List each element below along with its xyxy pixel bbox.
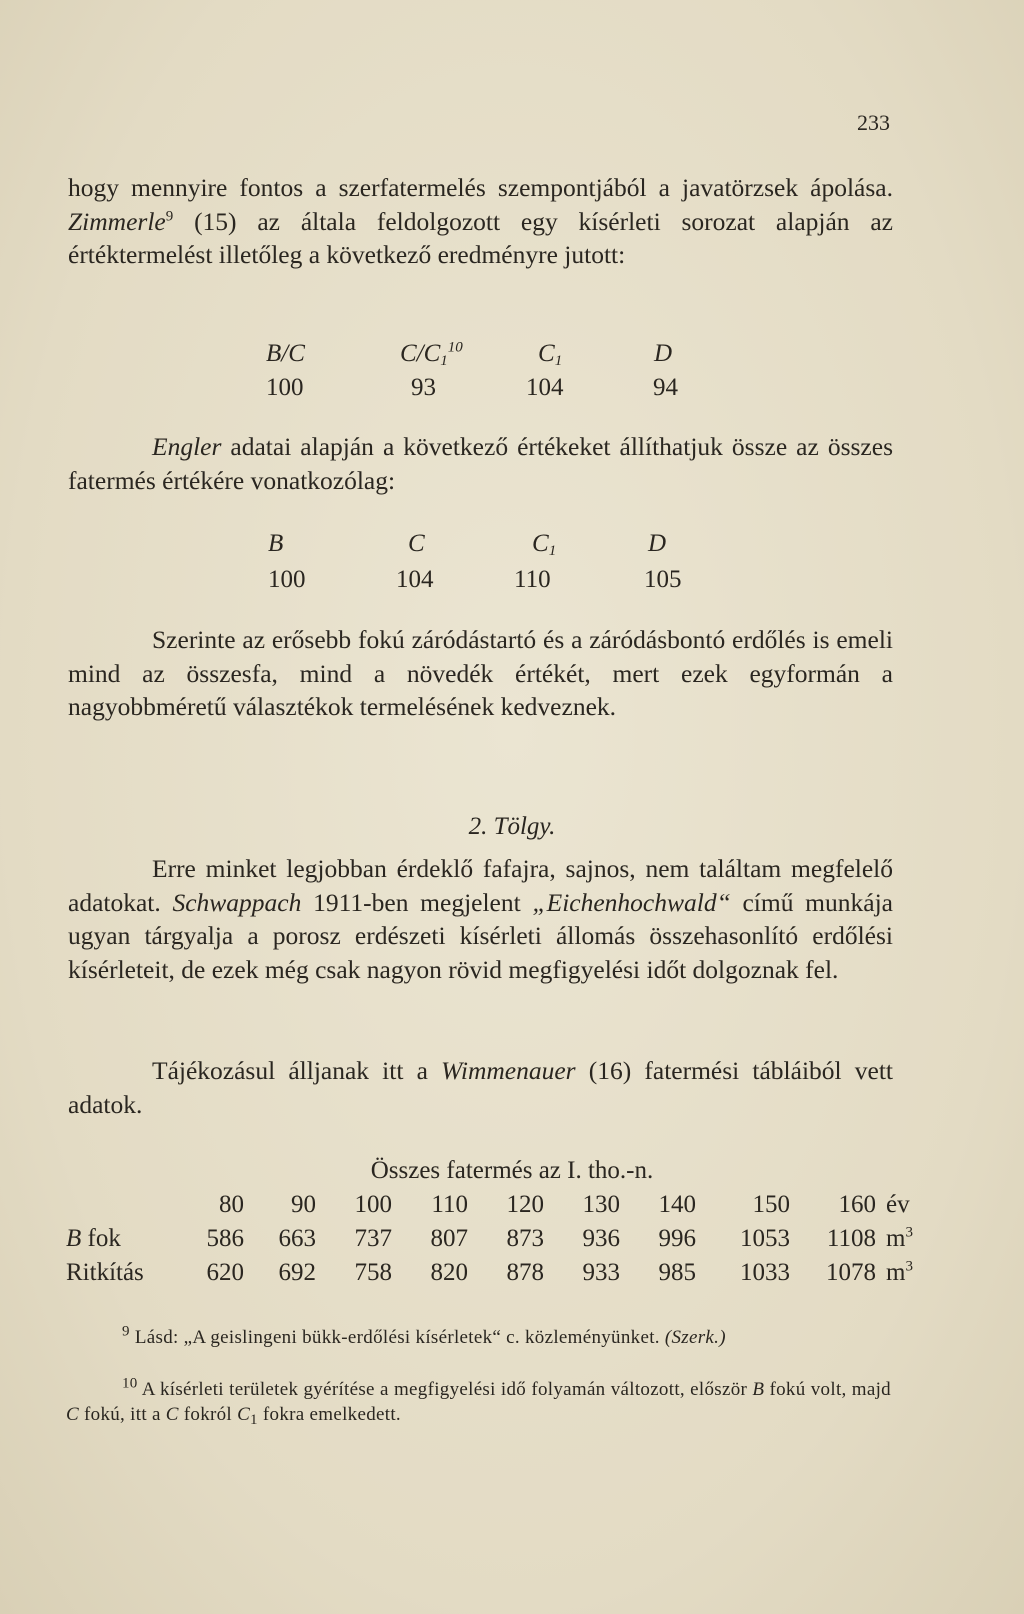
- t1-value: 104: [526, 374, 564, 401]
- table-cell: 737: [354, 1225, 392, 1252]
- table-cell: 1108: [826, 1225, 876, 1252]
- t1-header-d: D: [654, 340, 673, 367]
- table-cell: 80: [219, 1191, 244, 1218]
- t2-value: 100: [268, 566, 306, 593]
- table-cell: [66, 1188, 194, 1222]
- section-heading: 2. Tölgy.: [468, 813, 556, 840]
- paragraph-3: Szerinte az erősebb fokú záródástartó és a záródásbontó erdőlés is emeli mind az összesfa, mind a növedék értékét, mert ezek egyformán a nagyobbméretű választékok termelésének kedveznek.: [68, 625, 893, 721]
- p1-author: Zimmerle: [68, 206, 166, 236]
- table-cell: 100: [354, 1191, 392, 1218]
- table-cell: 160: [838, 1191, 876, 1218]
- p4-work-title: „Eichenhochwald“: [532, 887, 731, 917]
- p4-author: Schwappach: [172, 887, 302, 917]
- table-cell: Ritkítás: [66, 1259, 144, 1286]
- table-cell: 1053: [740, 1225, 790, 1252]
- p1-text-a: hogy mennyire fontos a szerfatermelés szempontjából a javatörzsek ápolása.: [68, 173, 893, 202]
- paragraph-2: [68, 430, 893, 497]
- table-cell: 110: [431, 1191, 468, 1218]
- p5-text-b: (16) fatermési tábláiból vett adatok.: [68, 1056, 893, 1119]
- t2-value: 105: [644, 566, 682, 593]
- table-row: [66, 1256, 926, 1290]
- table-cell: 120: [506, 1191, 544, 1218]
- t2-header-b: B: [268, 530, 284, 557]
- t1-value: 100: [266, 374, 304, 401]
- p2-text: adatai alapján a következő értékeket állíthatjuk össze az összes fatermés értékére vonatkozólag:: [68, 432, 893, 495]
- t2-value: 104: [396, 566, 434, 593]
- table-cell: év: [886, 1191, 910, 1218]
- table-cell: 620: [206, 1259, 244, 1286]
- paragraph-5: [68, 1054, 893, 1121]
- table-cell: 933: [582, 1259, 620, 1286]
- table-cell: 150: [752, 1191, 790, 1218]
- paragraph-4: [68, 852, 893, 986]
- table-cell: 758: [354, 1259, 392, 1286]
- table-row: [66, 1222, 926, 1256]
- table-cell: 878: [506, 1259, 544, 1286]
- table-cell: 692: [278, 1259, 316, 1286]
- p5-author: Wimmenauer: [441, 1056, 576, 1085]
- t1-value: 93: [411, 374, 436, 401]
- page-number: 233: [857, 110, 890, 135]
- p4-text-b: 1911-ben megjelent: [301, 887, 533, 917]
- table-cell: 807: [430, 1225, 468, 1252]
- p4-text-c: című munkája ugyan tárgyalja a porosz erdészeti kísérleti állomás összehasonlító erdőlési kísérleteit, de ezek még csak nagyon rövid megfigyelési időt dolgoznak fel.: [68, 887, 893, 984]
- t2-header-d: D: [648, 530, 667, 557]
- table-2: [0, 530, 1024, 600]
- table-cell: 663: [278, 1225, 316, 1252]
- table-cell: $m^3$: [886, 1224, 913, 1252]
- footnote-mark: 9: [122, 1323, 130, 1340]
- table-cell: $m^3$: [886, 1258, 913, 1286]
- t1-value: 94: [653, 374, 678, 401]
- paragraph-1: [68, 171, 893, 272]
- p2-author: Engler: [152, 432, 222, 461]
- table-1: [0, 340, 1024, 410]
- table-3: [66, 1188, 926, 1290]
- table-cell: 873: [506, 1225, 544, 1252]
- table-cell: B fok: [66, 1225, 121, 1252]
- t2-value: 110: [514, 566, 551, 593]
- table-cell: 1033: [740, 1259, 790, 1286]
- table-cell: 130: [582, 1191, 620, 1218]
- table-3-title: Összes fatermés az I. tho.-n.: [370, 1157, 654, 1184]
- t1-header-cc1: $C/C_1^{10}$: [400, 339, 463, 369]
- table-cell: 985: [658, 1259, 696, 1286]
- t1-header-bc: B/C: [266, 340, 305, 367]
- table-cell: 936: [582, 1225, 620, 1252]
- t2-header-c: C: [408, 530, 425, 557]
- p1-footnote-ref: 9: [165, 208, 174, 224]
- t1-header-c1: $C_1$: [538, 340, 563, 369]
- p5-text-a: Tájékozásul álljanak itt a: [152, 1056, 442, 1085]
- table-cell: 586: [206, 1225, 244, 1252]
- table-cell: 996: [658, 1225, 696, 1252]
- table-cell: 1078: [826, 1259, 876, 1286]
- table-cell: 820: [430, 1259, 468, 1286]
- footnote-10: $^{10}$ A kísérleti területek gyérítése a megfigyelési idő folyamán változott, először B fokú volt, majd C fokú, itt a C fokról $C_1$ fokra emelkedett.: [66, 1375, 891, 1428]
- footnote-9: $^9$ Lásd: „A geislingeni bükk-erdőlési kísérletek“ c. közleményünket. (Szerk.): [122, 1323, 726, 1348]
- table-row: [66, 1188, 926, 1222]
- p4-text-a: Erre minket legjobban érdeklő fafajra, sajnos, nem találtam megfelelő adatokat.: [68, 854, 893, 917]
- t2-header-c1: $C_1$: [532, 530, 557, 559]
- table-cell: 140: [658, 1191, 696, 1218]
- p1-text-b: (15) az általa feldolgozott egy kísérleti sorozat alapján az értéktermelést illetőleg a következő eredményre jutott:: [68, 206, 893, 269]
- table-cell: 90: [291, 1191, 316, 1218]
- footnote-mark: 10: [122, 1375, 138, 1392]
